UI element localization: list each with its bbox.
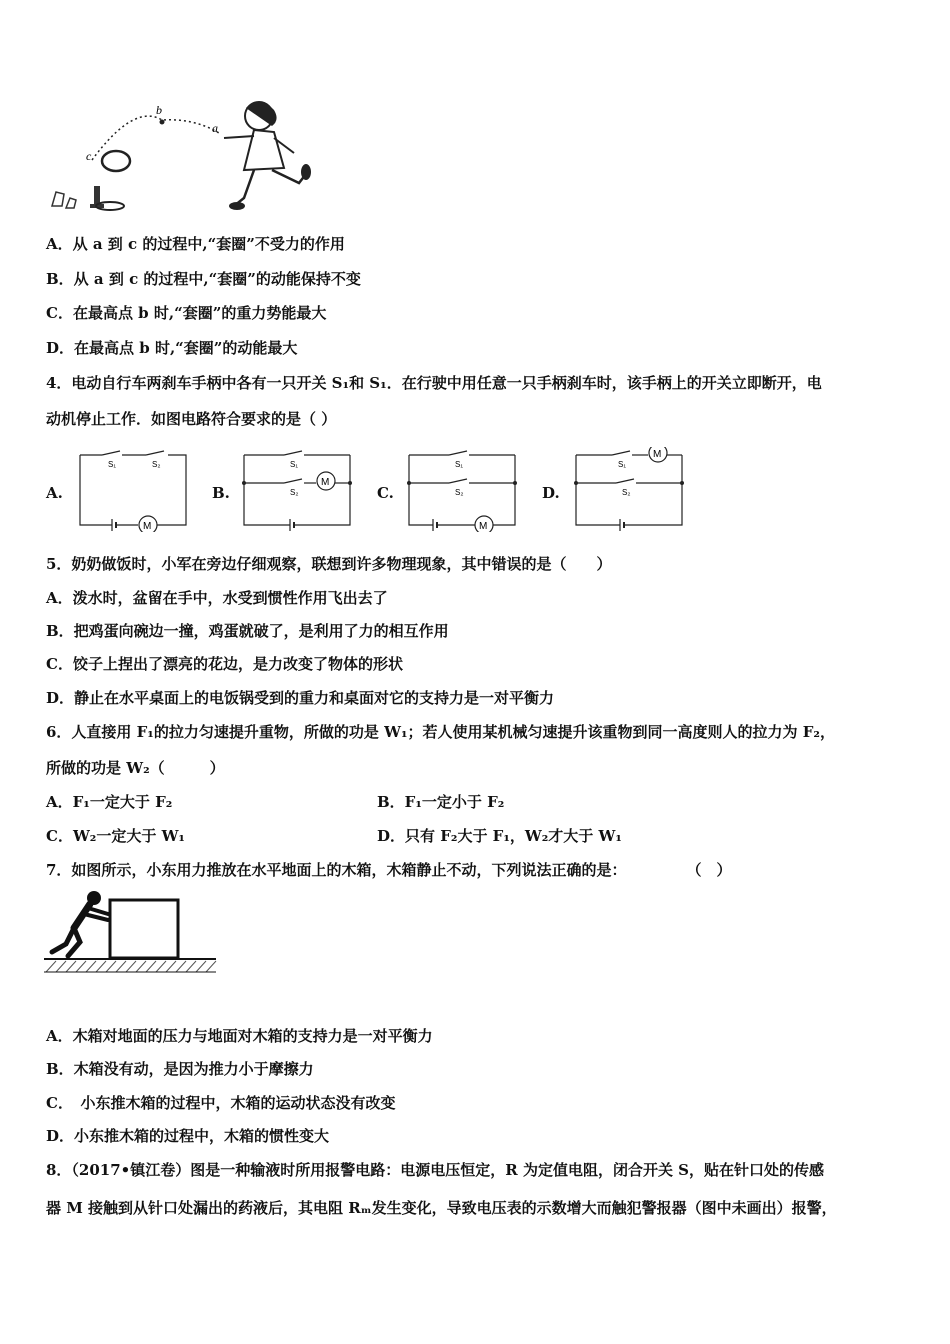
circuit-c <box>405 447 520 532</box>
motor-label: M <box>321 477 330 488</box>
motor-label: M <box>653 449 662 460</box>
switch-s1-label: S₁ <box>108 460 117 469</box>
q5-option-b: B．把鸡蛋向碗边一撞，鸡蛋就破了，是利用了力的相互作用 <box>46 622 449 640</box>
q5-option-d: D．静止在水平桌面上的电饭锅受到的重力和桌面对它的支持力是一对平衡力 <box>46 689 555 707</box>
switch-s2-label: S₂ <box>152 460 161 469</box>
q7-stem: 7．如图所示，小东用力推放在水平地面上的木箱，木箱静止不动，下列说法正确的是： （ ） <box>46 861 732 879</box>
switch-s1-label: S₁ <box>455 460 464 469</box>
q6-option-c: C．W₂一定大于 W₁ <box>46 827 185 845</box>
switch-s2-label: S₂ <box>290 488 299 497</box>
ring-toss-figure <box>44 98 319 220</box>
q3-option-a: A．从 a 到 c 的过程中,“套圈”不受力的作用 <box>46 235 345 253</box>
pushing-box-figure <box>44 886 219 976</box>
q7-option-c: C． 小东推木箱的过程中，木箱的运动状态没有改变 <box>46 1094 396 1112</box>
label-c: c <box>86 149 92 163</box>
switch-s2-label: S₂ <box>455 488 464 497</box>
circuit-d <box>572 447 687 532</box>
q6-stem-line1: 6．人直接用 F₁的拉力匀速提升重物，所做的功是 W₁；若人使用某机械匀速提升该重物到同一高度则人的拉力为 F₂， <box>46 723 835 741</box>
q5-stem: 5．奶奶做饭时，小军在旁边仔细观察，联想到许多物理现象，其中错误的是（ ） <box>46 555 612 573</box>
q6-option-d: D．只有 F₂大于 F₁，W₂才大于 W₁ <box>377 827 622 845</box>
q7-option-d: D．小东推木箱的过程中，木箱的惯性变大 <box>46 1127 330 1145</box>
q6-option-b: B．F₁一定小于 F₂ <box>377 793 505 811</box>
q6-option-a: A．F₁一定大于 F₂ <box>46 793 173 811</box>
q4-stem-line2: 动机停止工作．如图电路符合要求的是（ ） <box>46 410 337 428</box>
q5-option-c: C．饺子上捏出了漂亮的花边，是力改变了物体的形状 <box>46 655 403 673</box>
q4-stem-line1: 4．电动自行车两刹车手柄中各有一只开关 S₁和 S₁．在行驶中用任意一只手柄刹车时，该手柄上的开关立即断开，电 <box>46 374 822 392</box>
switch-s1-label: S₁ <box>618 460 627 469</box>
q3-option-d: D．在最高点 b 时,“套圈”的动能最大 <box>46 339 298 357</box>
q3-option-b: B．从 a 到 c 的过程中,“套圈”的动能保持不变 <box>46 270 361 288</box>
q4-option-d-label: D. <box>542 484 560 502</box>
q5-option-a: A．泼水时，盆留在手中，水受到惯性作用飞出去了 <box>46 589 388 607</box>
switch-s1-label: S₁ <box>290 460 299 469</box>
q7-option-a: A．木箱对地面的压力与地面对木箱的支持力是一对平衡力 <box>46 1027 433 1045</box>
q4-option-b-label: B. <box>212 484 230 502</box>
circuit-b <box>240 447 355 532</box>
q4-option-c-label: C. <box>377 484 394 502</box>
label-a: a <box>212 121 218 135</box>
circuit-a <box>76 447 191 532</box>
motor-label: M <box>479 521 488 532</box>
switch-s2-label: S₂ <box>622 488 631 497</box>
q8-stem-line2: 器 M 接触到从针口处漏出的药液后，其电阻 Rₘ发生变化，导致电压表的示数增大而触犯警报器（图中未画出）报警， <box>46 1199 837 1217</box>
q7-option-b: B．木箱没有动，是因为推力小于摩擦力 <box>46 1060 314 1078</box>
q3-option-c: C．在最高点 b 时,“套圈”的重力势能最大 <box>46 304 327 322</box>
q4-option-a-label: A. <box>46 484 63 502</box>
motor-label: M <box>143 521 152 532</box>
q8-stem-line1: 8．（2017•镇江卷）图是一种输液时所用报警电路：电源电压恒定，R 为定值电阻，闭合开关 S，贴在针口处的传感 <box>46 1161 825 1179</box>
label-b: b <box>156 103 162 117</box>
q6-stem-line2: 所做的功是 W₂（ ） <box>46 759 225 777</box>
